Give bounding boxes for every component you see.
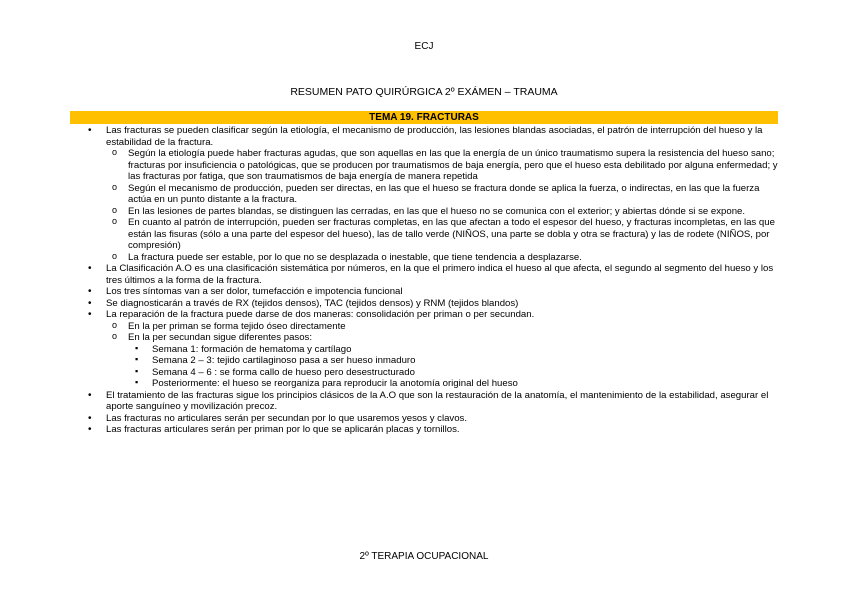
list-item [70, 309, 780, 390]
page-footer: 2º TERAPIA OCUPACIONAL [359, 551, 489, 562]
list-item-text: La reparación de la fractura puede darse de dos maneras: consolidación per priman o per secundan. [106, 309, 535, 320]
sub-list-item: o En la per priman se forma tejido óseo directamente [106, 321, 780, 333]
list-item [70, 125, 780, 263]
sub-list [106, 148, 780, 263]
sub-list-item: o En cuanto al patrón de interrupción, pueden ser fracturas completas, en las que afectan a todo el espesor del hueso, y fracturas incompletas, en las que están las fisuras (sólo a una parte del espesor del hueso), las de tallo verde (NIÑOS, una parte se dobla y otra se fractura) y las de rodete (NIÑOS, por compresión) [106, 217, 780, 252]
sub-list-item-text: En la per secundan sigue diferentes pasos: [128, 332, 313, 343]
section-heading: TEMA 19. FRACTURAS [70, 111, 778, 124]
sub-list-item: o La fractura puede ser estable, por lo que no se desplazada o inestable, que tiene tendencia a desplazarse. [106, 252, 780, 264]
step-item: ▪ Semana 1: formación de hematoma y cartílago [128, 344, 780, 356]
step-item: ▪ Semana 2 – 3: tejido cartilaginoso pasa a ser hueso inmaduro [128, 355, 780, 367]
steps-list [128, 344, 780, 390]
sub-list-item: o Según la etiología puede haber fracturas agudas, que son aquellas en las que la energía de un único traumatismo supera la resistencia del hueso sano; fracturas por insuficiencia o patológicas, que se producen por traumatismos de baja energía, pero que el hueso esta debilitado por alguna enfermedad; y las fracturas por fatiga, que son traumatismos de baja energía de manera repetida [106, 148, 780, 183]
bullet-list [70, 125, 780, 436]
list-item-text: Las fracturas se pueden clasificar según la etiología, el mecanismo de producción, las lesiones blandas asociadas, el patrón de interrupción del hueso y la estabilidad de la fractura. [106, 125, 763, 148]
page-header: ECJ [414, 41, 434, 52]
document-body [70, 125, 780, 436]
list-item: • El tratamiento de las fracturas sigue los principios clásicos de la A.O que son la restauración de la anatomía, el mantenimiento de la estabilidad, asegurar el aporte sanguíneo y movilización precoz. [70, 390, 780, 413]
sub-list-item: o En las lesiones de partes blandas, se distinguen las cerradas, en las que el hueso no se comunica con el exterior; y abiertas dónde si se expone. [106, 206, 780, 218]
list-item: • La Clasificación A.O es una clasificación sistemática por números, en la que el primero indica el hueso al que afecta, el segundo al segmento del hueso y los tres últimos a la forma de la fractura. [70, 263, 780, 286]
step-item: ▪ Semana 4 – 6 : se forma callo de hueso pero desestructurado [128, 367, 780, 379]
step-item: ▪ Posteriormente: el hueso se reorganiza para reproducir la anotomía original del hueso [128, 378, 780, 390]
list-item: • Los tres síntomas van a ser dolor, tumefacción e impotencia funcional [70, 286, 780, 298]
sub-list-item [106, 332, 780, 390]
list-item: • Se diagnosticarán a través de RX (tejidos densos), TAC (tejidos densos) y RNM (tejidos blandos) [70, 298, 780, 310]
list-item: • Las fracturas articulares serán per priman por lo que se aplicarán placas y tornillos. [70, 424, 780, 436]
sub-list [106, 321, 780, 390]
document-title: RESUMEN PATO QUIRÚRGICA 2º EXÁMEN – TRAUMA [290, 86, 558, 98]
sub-list-item: o Según el mecanismo de producción, pueden ser directas, en las que el hueso se fractura donde se aplica la fuerza, o indirectas, en las que la fuerza actúa en un punto distante a la fractura. [106, 183, 780, 206]
list-item: • Las fracturas no articulares serán per secundan por lo que usaremos yesos y clavos. [70, 413, 780, 425]
